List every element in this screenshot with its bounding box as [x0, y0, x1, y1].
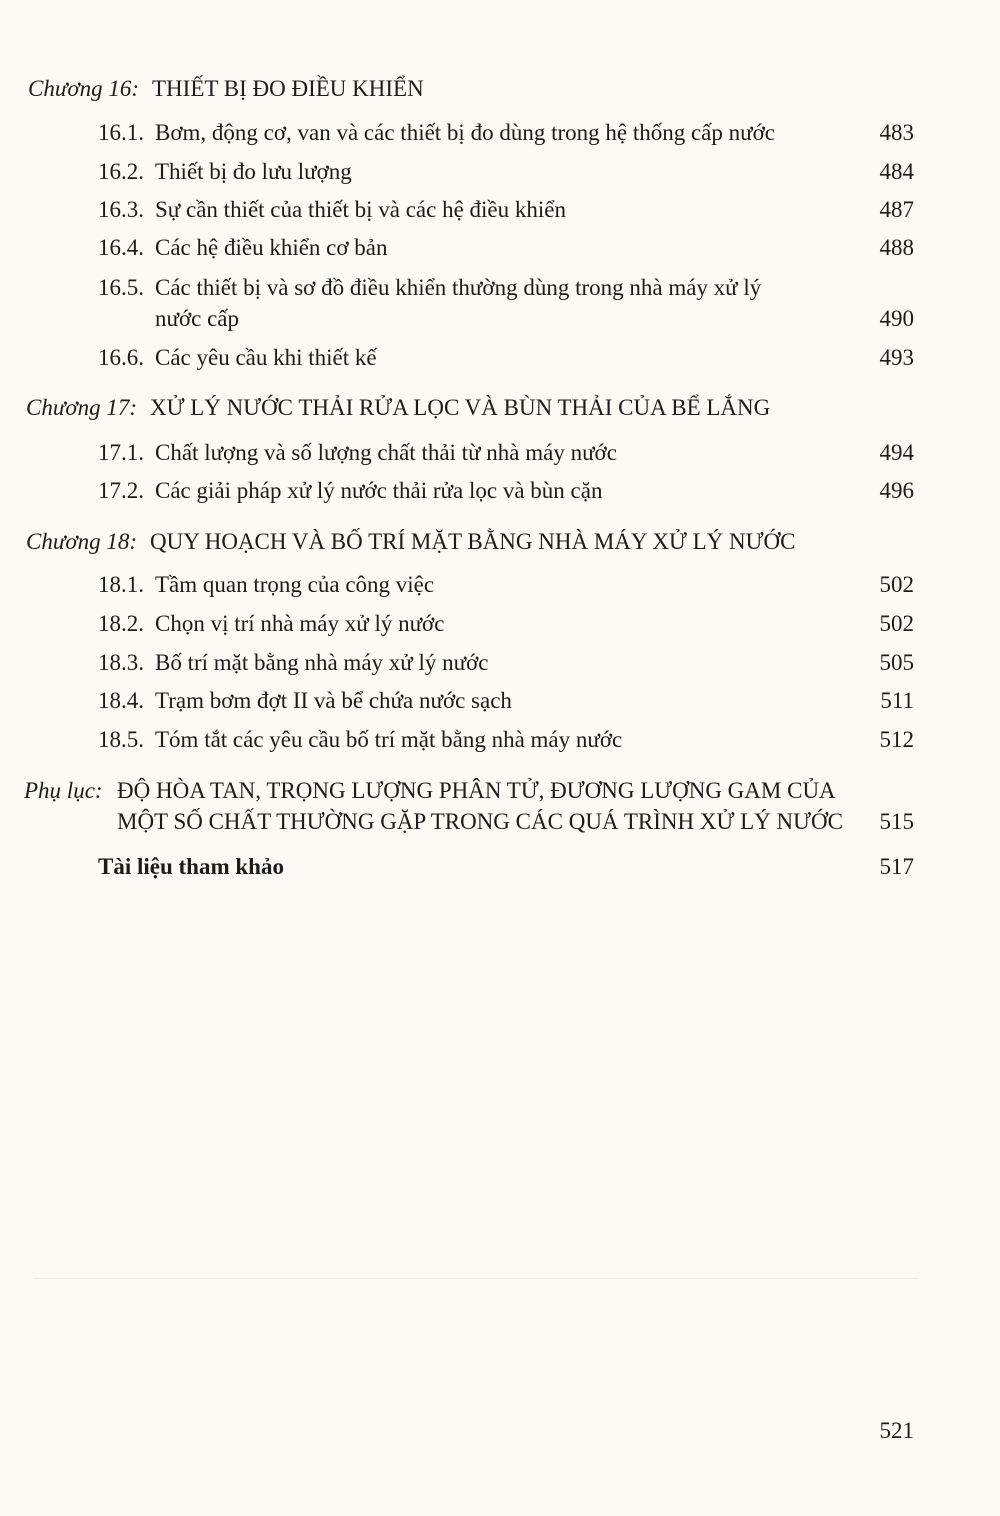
- toc-entry: [0, 155, 1000, 189]
- toc-entry: [0, 568, 1000, 602]
- page-ref: 483: [879, 120, 914, 145]
- toc-entry-continuation: [0, 302, 1000, 336]
- page-ref: 487: [879, 197, 914, 222]
- page-ref: 502: [879, 611, 914, 636]
- toc-entry: [0, 271, 1000, 305]
- appendix-heading-continued: [0, 805, 1000, 839]
- page-ref: 511: [880, 688, 914, 713]
- section-title: Bơm, động cơ, van và các thiết bị đo dùng trong hệ thống cấp nước: [155, 120, 775, 145]
- page-ref: 517: [879, 854, 914, 879]
- page-ref: 515: [879, 809, 914, 834]
- toc-entry: [0, 116, 1000, 150]
- section-number: 16.3.: [98, 197, 144, 222]
- toc-entry: [0, 607, 1000, 641]
- section-title: Tầm quan trọng của công việc: [155, 572, 435, 597]
- toc-entry: [0, 723, 1000, 757]
- section-title: Tóm tắt các yêu cầu bố trí mặt bằng nhà máy nước: [155, 727, 623, 752]
- section-title: Trạm bơm đợt II và bể chứa nước sạch: [155, 688, 512, 713]
- section-title: Các giải pháp xử lý nước thải rửa lọc và bùn cặn: [155, 478, 603, 503]
- section-number: 16.4.: [98, 235, 144, 260]
- page-ref: 496: [879, 478, 914, 503]
- appendix-title: ĐỘ HÒA TAN, TRỌNG LƯỢNG PHÂN TỬ, ĐƯƠNG LƯỢNG GAM CỦA: [117, 778, 836, 803]
- chapter-title: XỬ LÝ NƯỚC THẢI RỬA LỌC VÀ BÙN THẢI CỦA BỂ LẮNG: [150, 395, 771, 420]
- references-title: Tài liệu tham khảo: [98, 854, 284, 879]
- section-title: Thiết bị đo lưu lượng: [155, 159, 352, 184]
- section-title: Sự cần thiết của thiết bị và các hệ điều khiển: [155, 197, 566, 222]
- section-number: 17.2.: [98, 478, 144, 503]
- chapter-title: QUY HOẠCH VÀ BỐ TRÍ MẶT BẰNG NHÀ MÁY XỬ LÝ NƯỚC: [150, 529, 796, 554]
- page-ref: 490: [879, 306, 914, 331]
- page-ref: 488: [879, 235, 914, 260]
- section-title-continued: nước cấp: [155, 306, 240, 331]
- page-ref: 494: [879, 440, 914, 465]
- section-number: 16.6.: [98, 345, 144, 370]
- divider: [34, 1278, 918, 1279]
- toc-entry: [0, 231, 1000, 265]
- appendix-title-continued: MỘT SỐ CHẤT THƯỜNG GẶP TRONG CÁC QUÁ TRÌNH XỬ LÝ NƯỚC: [117, 809, 843, 834]
- toc-entry: [0, 646, 1000, 680]
- references-entry: [0, 850, 1000, 884]
- chapter-label: Chương 17:: [26, 395, 138, 420]
- toc-entry: [0, 436, 1000, 470]
- toc-entry: [0, 193, 1000, 227]
- page-ref: 512: [879, 727, 914, 752]
- appendix-label: Phụ lục:: [24, 778, 103, 803]
- section-number: 16.1.: [98, 120, 144, 145]
- section-title: Các hệ điều khiển cơ bản: [155, 235, 388, 260]
- chapter-heading: [0, 72, 1000, 106]
- section-number: 18.3.: [98, 650, 144, 675]
- toc-entry: [0, 684, 1000, 718]
- section-number: 16.5.: [98, 275, 144, 300]
- chapter-label: Chương 18:: [26, 529, 138, 554]
- chapter-label: Chương 16:: [28, 76, 140, 101]
- chapter-title: THIẾT BỊ ĐO ĐIỀU KHIỂN: [152, 76, 424, 101]
- toc-entry: [0, 474, 1000, 508]
- section-title: Chọn vị trí nhà máy xử lý nước: [155, 611, 445, 636]
- toc-entry: [0, 341, 1000, 375]
- section-number: 18.5.: [98, 727, 144, 752]
- section-number: 16.2.: [98, 159, 144, 184]
- page-ref: 484: [879, 159, 914, 184]
- section-title: Các thiết bị và sơ đồ điều khiển thường dùng trong nhà máy xử lý: [155, 275, 762, 300]
- chapter-heading: [0, 525, 1000, 559]
- page-ref: 502: [879, 572, 914, 597]
- section-title: Bố trí mặt bằng nhà máy xử lý nước: [155, 650, 489, 675]
- page-number: 521: [879, 1418, 914, 1443]
- section-number: 18.4.: [98, 688, 144, 713]
- page-ref: 493: [879, 345, 914, 370]
- section-title: Chất lượng và số lượng chất thải từ nhà máy nước: [155, 440, 617, 465]
- section-number: 17.1.: [98, 440, 144, 465]
- appendix-heading: [0, 774, 1000, 808]
- page-ref: 505: [879, 650, 914, 675]
- section-title: Các yêu cầu khi thiết kế: [155, 345, 377, 370]
- chapter-heading: [0, 391, 1000, 425]
- section-number: 18.1.: [98, 572, 144, 597]
- section-number: 18.2.: [98, 611, 144, 636]
